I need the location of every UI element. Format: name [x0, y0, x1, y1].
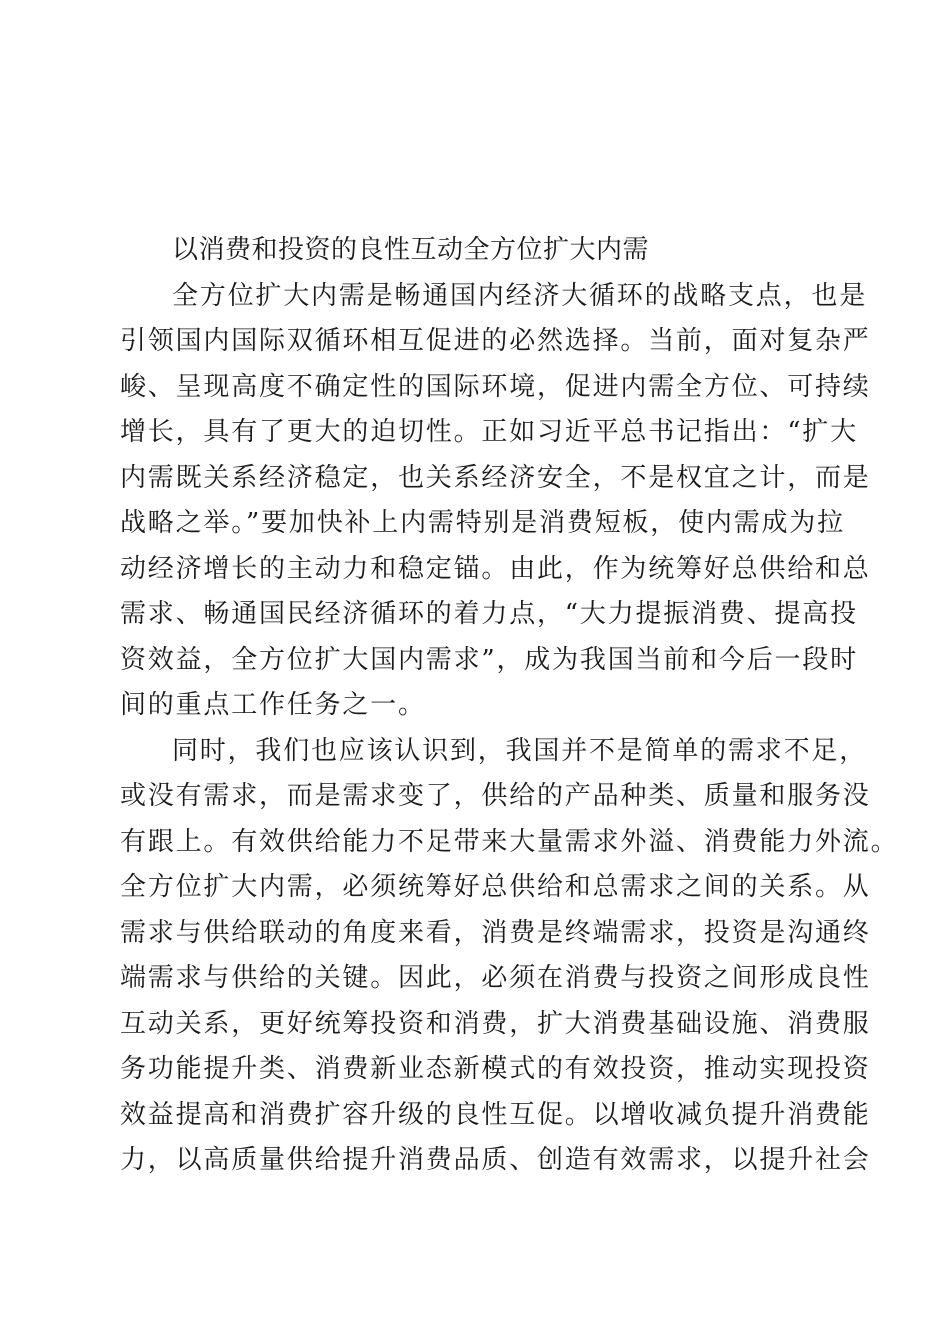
- document-body: [120, 228, 899, 1184]
- paragraph-line: 或没有需求，而是需求变了，供给的产品种类、质量和服务没: [120, 781, 871, 811]
- paragraph-line: 资效益，全方位扩大国内需求”，成为我国当前和今后一段时: [120, 644, 858, 675]
- paragraph-2: [120, 729, 899, 1184]
- paragraph-line: 效益提高和消费扩容升级的良性互促。以增收减负提升消费能: [120, 1099, 871, 1130]
- paragraph-line: 全方位扩大内需，必须统筹好总供给和总需求之间的关系。从: [120, 872, 871, 902]
- paragraph-line: 同时，我们也应该认识到，我国并不是简单的需求不足，: [172, 735, 868, 766]
- paragraph-1: [120, 274, 871, 729]
- paragraph-line: 需求与供给联动的角度来看，消费是终端需求，投资是沟通终: [120, 917, 871, 948]
- paragraph-line: 内需既关系经济稳定，也关系经济安全，不是权宜之计，而是: [120, 462, 871, 493]
- paragraph-line: 间的重点工作任务之一。: [120, 690, 426, 720]
- paragraph-line: 需求、畅通国民经济循环的着力点，“大力提振消费、提高投: [120, 599, 858, 629]
- paragraph-line: 务功能提升类、消费新业态新模式的有效投资，推动实现投资: [120, 1054, 871, 1084]
- paragraph-line: 有跟上。有效供给能力不足带来大量需求外溢、消费能力外流。: [120, 826, 899, 857]
- paragraph-line: 战略之举。”要加快补上内需特别是消费短板，使内需成为拉: [120, 508, 845, 538]
- paragraph-line: 端需求与供给的关键。因此，必须在消费与投资之间形成良性: [120, 963, 871, 993]
- paragraph-line: 力，以高质量供给提升消费品质、创造有效需求，以提升社会: [120, 1145, 871, 1175]
- document-title: 以消费和投资的良性互动全方位扩大内需: [172, 235, 650, 265]
- paragraph-line: 峻、呈现高度不确定性的国际环境，促进内需全方位、可持续: [120, 371, 871, 402]
- paragraph-line: 互动关系，更好统筹投资和消费，扩大消费基础设施、消费服: [120, 1008, 871, 1039]
- paragraph-line: 动经济增长的主动力和稳定锚。由此，作为统筹好总供给和总: [120, 553, 871, 584]
- paragraph-line: 全方位扩大内需是畅通国内经济大循环的战略支点，也是: [172, 280, 868, 311]
- paragraph-line: 增长，具有了更大的迫切性。正如习近平总书记指出：“扩大: [120, 417, 858, 447]
- paragraph-line: 引领国内国际双循环相互促进的必然选择。当前，面对复杂严: [120, 326, 871, 356]
